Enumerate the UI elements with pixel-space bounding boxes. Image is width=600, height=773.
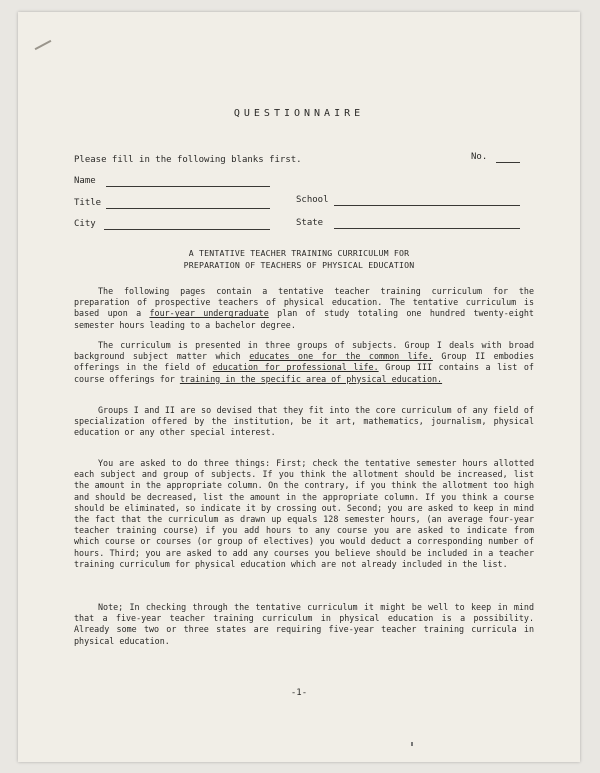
city-blank[interactable] (104, 229, 270, 230)
name-label: Name (74, 176, 96, 186)
school-label: School (296, 195, 329, 205)
subtitle-line-2: PREPARATION OF TEACHERS OF PHYSICAL EDUCATION (183, 260, 415, 270)
page-number: -1- (290, 688, 308, 698)
title-label: Title (74, 198, 102, 208)
title-blank[interactable] (106, 208, 270, 209)
document-page (18, 12, 580, 762)
paragraph-5: Note; In checking through the tentative curriculum it might be well to keep in mind that a five-year teacher training curriculum in physical education is a possibility. Already some two or three states are requiring five-year teacher training curricula in physical education. (74, 602, 534, 646)
page-heading: QUESTIONNAIRE (233, 108, 365, 119)
city-label: City (74, 219, 96, 229)
state-blank[interactable] (334, 228, 520, 229)
subtitle-line-1: A TENTATIVE TEACHER TRAINING CURRICULUM FOR (188, 248, 410, 258)
school-blank[interactable] (334, 205, 520, 206)
paragraph-3: Groups I and II are so devised that they fit into the core curriculum of any field of specialization offered by the institution, be it art, mathematics, journalism, physical education or any other special interest. (74, 405, 534, 438)
number-label: No. (471, 152, 488, 162)
number-blank[interactable] (496, 162, 520, 163)
name-blank[interactable] (106, 186, 270, 187)
paragraph-1: The following pages contain a tentative teacher training curriculum for the preparation of prospective teachers of physical education. The tentative curriculum is based upon a four-year undergraduate plan of study totaling one hundred twenty-eight semester hours leading to a bachelor degree. (74, 286, 534, 330)
margin-tick (411, 742, 413, 746)
state-label: State (296, 218, 324, 228)
paragraph-4: You are asked to do three things: First; check the tentative semester hours allotted each subject and group of subjects. If you think the allotment should be increased, list the amount in the appropriate column. On the contrary, if you think the allotment too high and should be decreased, list the amount in the appropriate column. If you think a course should be eliminated, so indicate it by crossing out. Second; you are asked to keep in mind the fact that the curriculum as drawn up equals 128 semester hours, (an average four-year teacher training course) if you add hours to any course you are asked to indicate from which course or courses (or group of electives) you would deduct a corresponding number of hours. Third; you are asked to add any courses you believe should be included in a teacher training curriculum for physical education which are not already included in the list. (74, 458, 534, 569)
paragraph-2: The curriculum is presented in three groups of subjects. Group I deals with broad background subject matter which educates one for the common life. Group II embodies offerings in the field of education for professional life. Group III contains a list of course offerings for training in the specific area of physical education. (74, 340, 534, 384)
pencil-mark (35, 40, 52, 50)
intro-text: Please fill in the following blanks first. (74, 155, 302, 165)
